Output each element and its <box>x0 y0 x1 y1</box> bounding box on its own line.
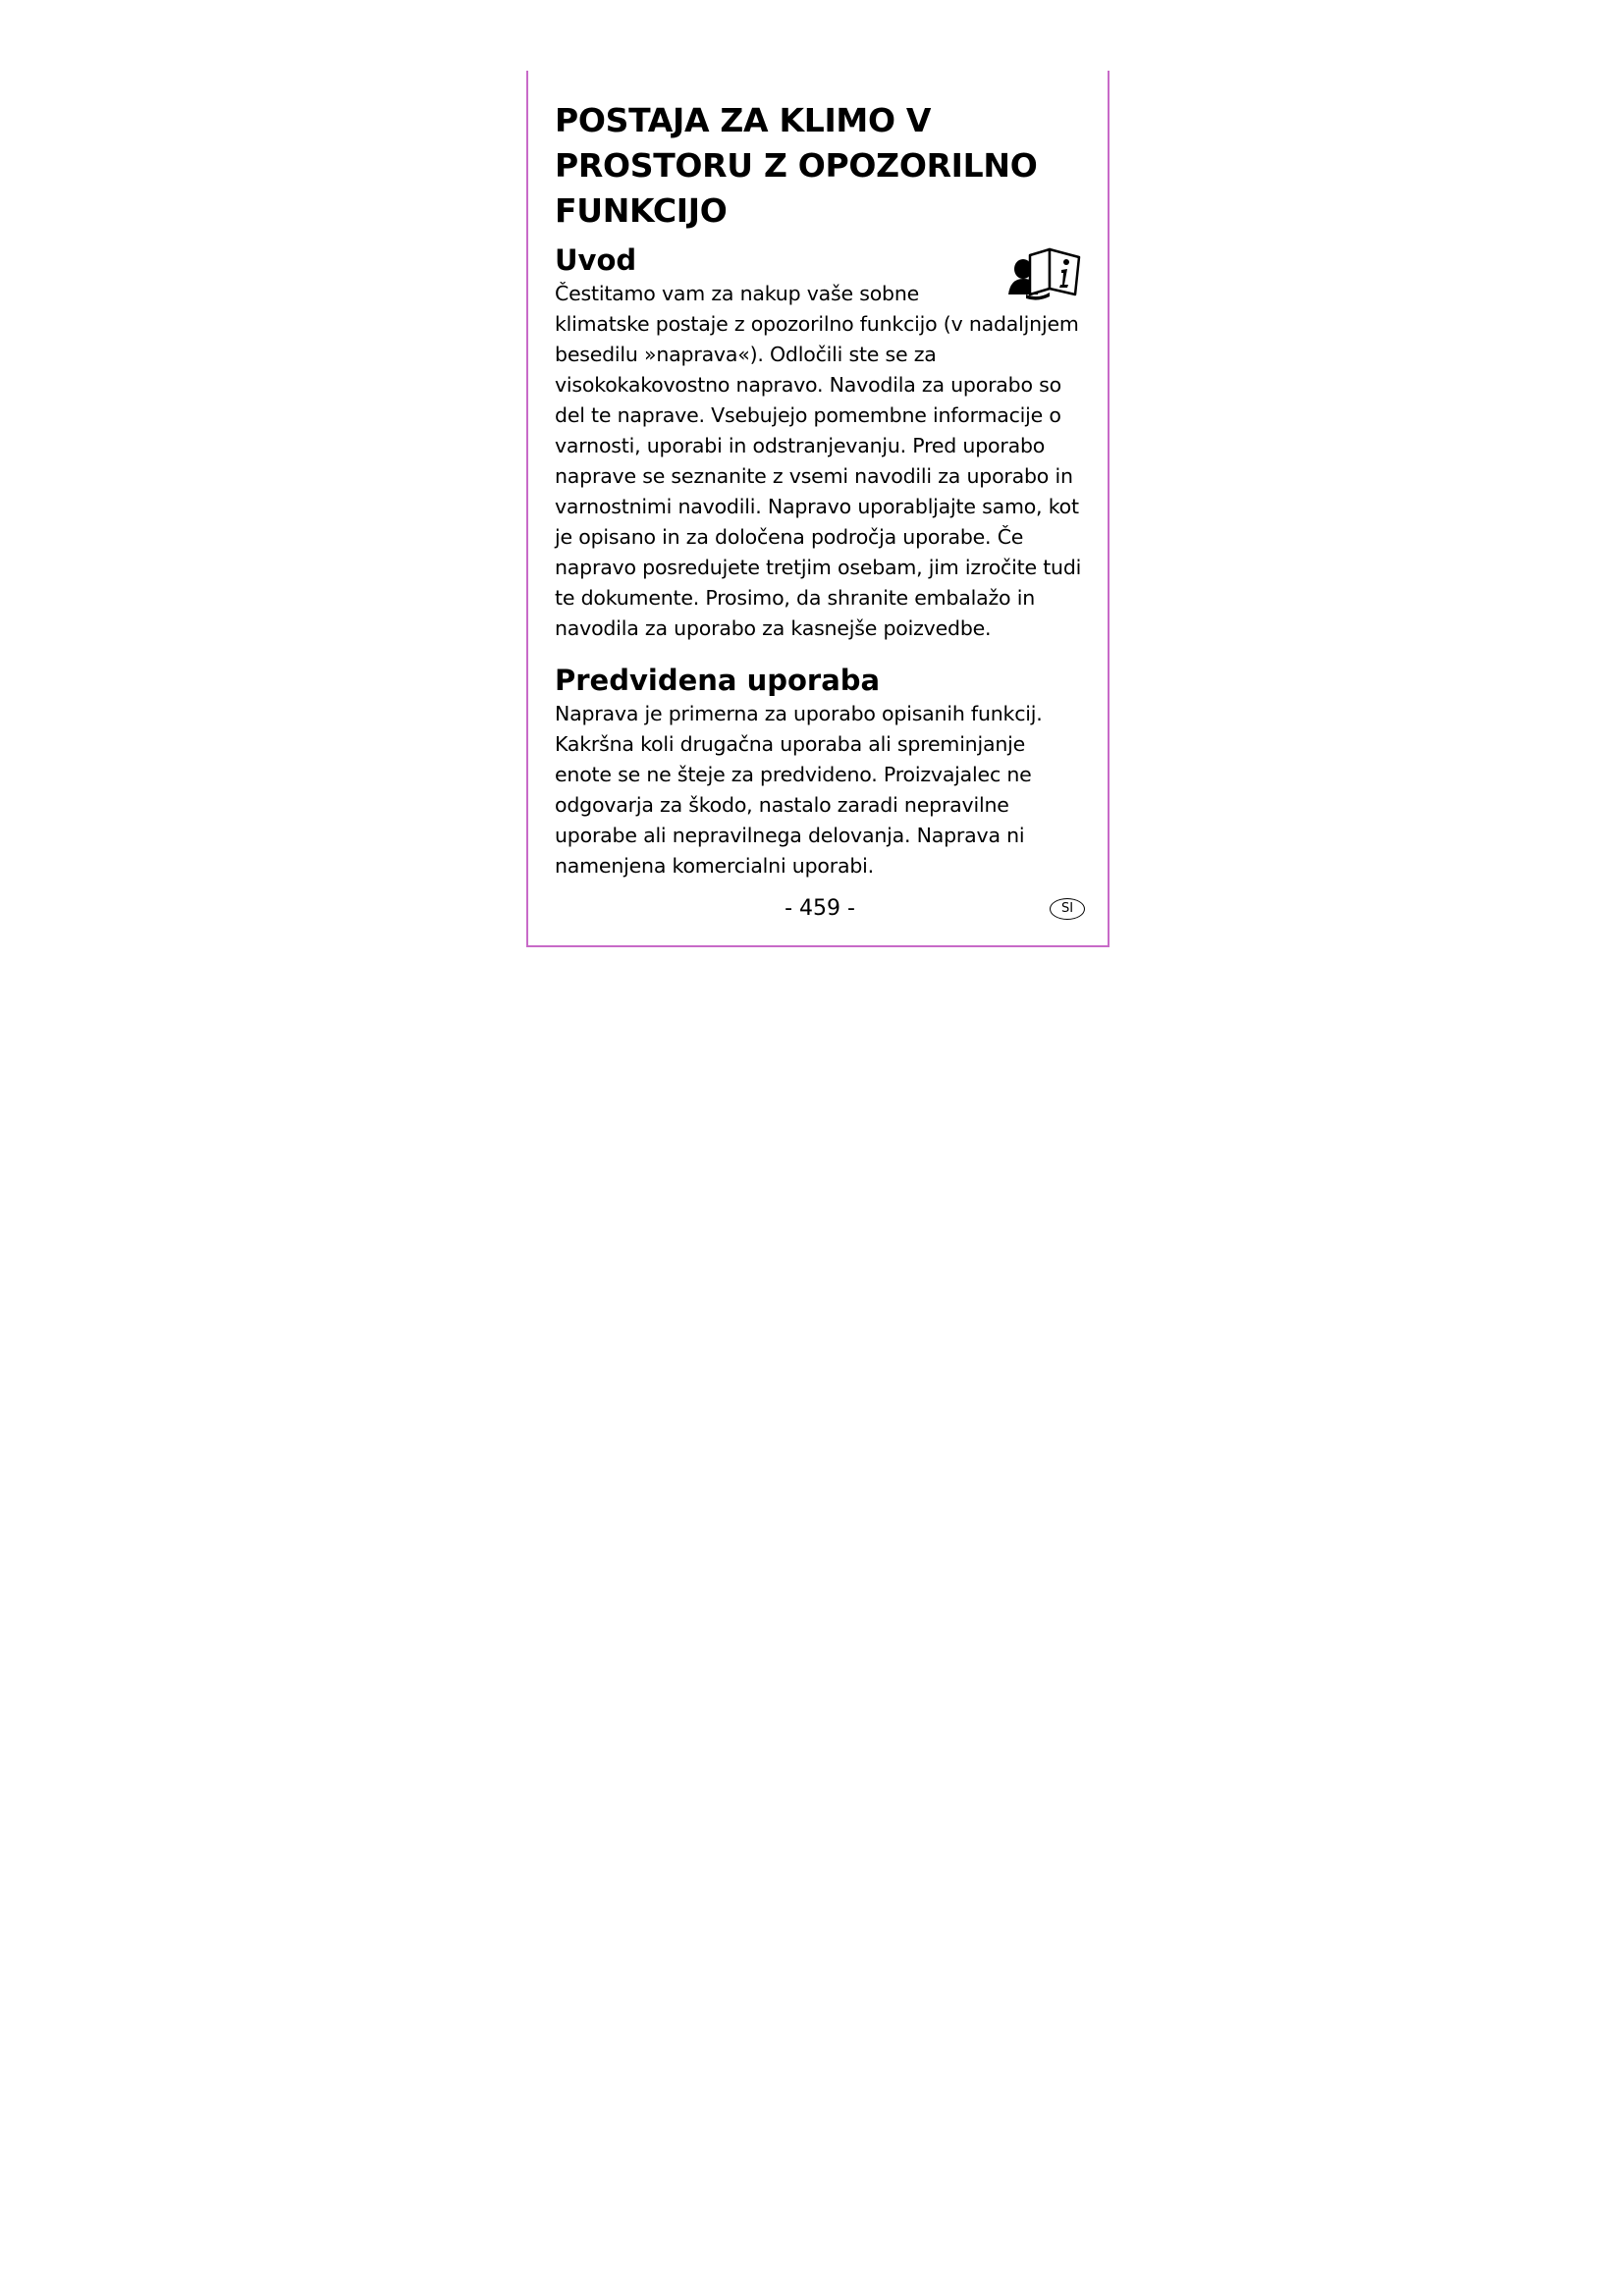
document-title <box>555 98 1085 234</box>
read-instructions-icon <box>1006 245 1085 302</box>
title-line: FUNKCIJO <box>555 191 728 230</box>
intended-use-heading: Predvidena uporaba <box>555 664 881 697</box>
intro-lead-line: Čestitamo vam za nakup vaše sobne <box>555 282 920 305</box>
page-footer <box>555 893 1085 925</box>
intro-body: klimatske postaje z opozorilno funkcijo (v nadaljnjem besedilu »naprava«). Odločili ste se za visokokakovostno napravo. Navodila za uporabo so del te naprave. Vsebujejo pomembne informacije o varnosti, uporabi in odstranjevanju. Pred uporabo naprave se seznanite z vsemi navodili za uporabo in varnostnimi navodili. Napravo uporabljajte samo, kot je opisano in za določena področja uporabe. Če napravo posredujete tretjim osebam, jim izročite tudi te dokumente. Prosimo, da shranite embalažo in navodila za uporabo za kasnejše poizvedbe. <box>555 312 1082 640</box>
country-code-badge: SI <box>1050 898 1085 920</box>
intro-heading: Uvod <box>555 243 637 277</box>
title-line: POSTAJA ZA KLIMO V <box>555 101 932 139</box>
intro-section <box>555 241 1085 279</box>
page-content <box>555 98 1085 881</box>
intended-use-paragraph: Naprava je primerna za uporabo opisanih funkcij. Kakršna koli drugačna uporaba ali spreminjanje enote se ne šteje za predvideno. Proizvajalec ne odgovarja za škodo, nastalo zaradi nepravilne uporabe ali nepravilnega delovanja. Naprava ni namenjena komercialni uporabi. <box>555 702 1043 878</box>
title-line: PROSTORU Z OPOZORILNO <box>555 146 1038 185</box>
intro-paragraph <box>555 279 1085 644</box>
page-number: - 459 - <box>785 896 855 921</box>
